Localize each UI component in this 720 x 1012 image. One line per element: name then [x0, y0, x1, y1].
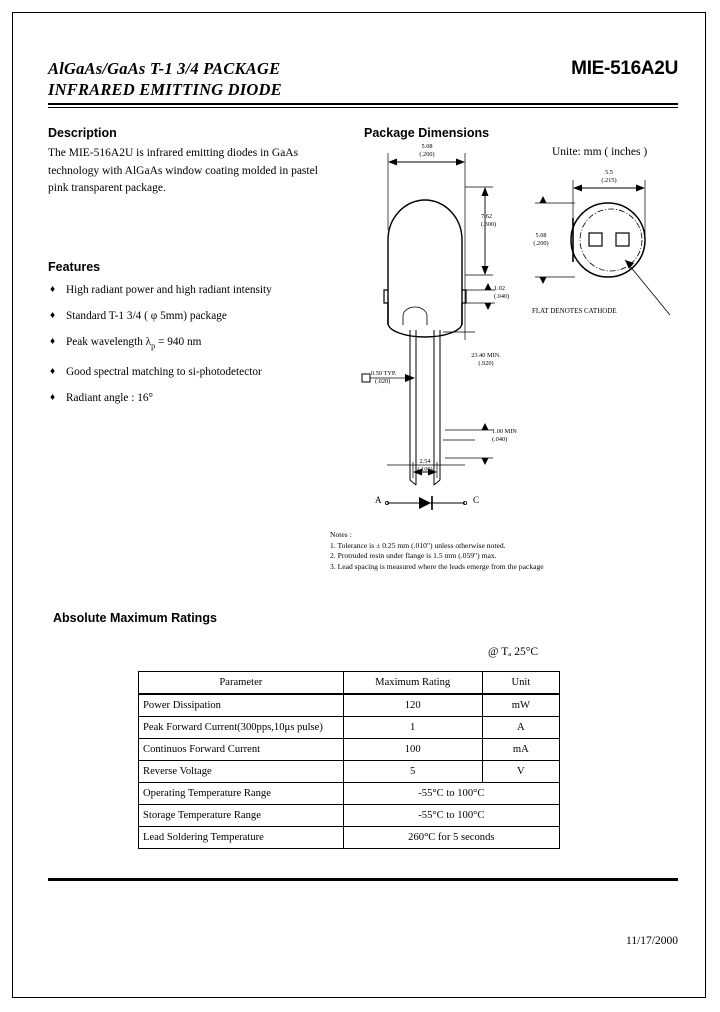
dim-label-lead-step	[492, 428, 536, 443]
dim-value-mm: 2.54	[419, 458, 431, 465]
feature-item	[48, 309, 348, 323]
lead-cathode-tip	[434, 480, 440, 485]
dim-value-mm: 1.00 MIN	[492, 428, 517, 435]
dim-label-dome-height	[481, 213, 521, 228]
feature-text: Good spectral matching to si-photodetector	[66, 366, 262, 379]
topview-lead-pad-right	[616, 233, 629, 246]
led-die-cup	[403, 307, 427, 325]
arrow-dome-top	[482, 187, 489, 196]
part-number: MIE-516A2U	[571, 58, 678, 79]
dim-label-lead-width	[371, 370, 417, 385]
note-item: 3. Lead spacing is measured where the leads emerge from the package	[330, 561, 544, 571]
dim-value-in: (.215)	[601, 176, 617, 184]
dim-label-lead-length	[458, 352, 514, 367]
table-row	[139, 827, 560, 849]
cell-unit: mW	[482, 694, 559, 717]
feature-item	[48, 283, 348, 297]
dim-value-in: (.020)	[375, 377, 391, 385]
dim-label-topview-height	[521, 232, 561, 247]
cell-parameter: Continuos Forward Current	[139, 739, 344, 761]
cathode-label: C	[473, 495, 480, 505]
bullet-icon: ♦	[50, 336, 56, 347]
feature-text: High radiant power and high radiant intensity	[66, 284, 272, 296]
dim-value-in: (.040)	[494, 292, 510, 300]
features-list	[48, 283, 348, 405]
lead-anode-tip	[410, 480, 416, 485]
anode-label: A	[375, 495, 382, 505]
dim-value-in: (.920)	[478, 359, 494, 367]
feature-text: Radiant angle : 16°	[66, 392, 154, 405]
dim-value-in: (.200)	[533, 239, 549, 247]
dim-value-mm: 5.08	[421, 143, 433, 150]
dim-value-mm: 7.62	[481, 213, 493, 220]
topview-lead-pad-left	[589, 233, 602, 246]
led-dome-outline	[388, 200, 462, 325]
bullet-icon: ♦	[50, 392, 56, 404]
ratings-table	[138, 671, 560, 849]
arrow-min-bottom	[482, 458, 489, 465]
footer-date: 11/17/2000	[626, 935, 678, 947]
header-title-block	[48, 58, 282, 100]
dim-label-topview-width	[587, 169, 631, 184]
package-drawing	[325, 140, 695, 530]
header-divider	[48, 103, 678, 108]
dim-label-lead-pitch	[403, 458, 447, 473]
feature-text-suffix: = 940 nm	[155, 336, 202, 348]
notes-title: Notes :	[330, 530, 352, 539]
feature-text-prefix: Peak wavelength λ	[66, 336, 152, 348]
units-label: Unite: mm ( inches )	[552, 146, 648, 158]
table-row	[139, 694, 560, 717]
leader-line-flat-note	[625, 260, 670, 315]
dim-value-mm: 1.02	[494, 285, 506, 292]
arrow-tv-width-left	[573, 185, 582, 192]
column-header-parameter: Parameter	[139, 672, 344, 695]
footer-divider	[48, 878, 678, 881]
dim-label-top-width	[403, 143, 451, 158]
cell-parameter: Lead Soldering Temperature	[139, 827, 344, 849]
dim-value-in: (.040)	[492, 435, 508, 443]
bullet-icon: ♦	[50, 366, 56, 378]
table-row	[139, 805, 560, 827]
document-header	[48, 58, 678, 108]
cell-rating: 120	[343, 694, 482, 717]
features-section	[48, 260, 348, 417]
package-dimensions-heading: Package Dimensions	[364, 126, 490, 140]
cell-parameter: Peak Forward Current(300pps,10μs pulse)	[139, 717, 344, 739]
table-header-row	[139, 672, 560, 695]
table-row	[139, 761, 560, 783]
ratings-heading: Absolute Maximum Ratings	[53, 611, 217, 625]
arrow-right-top-width	[456, 159, 465, 166]
arrow-tv-width-right	[636, 185, 645, 192]
dim-value-in: (.300)	[481, 220, 497, 228]
feature-item	[48, 365, 348, 379]
arrow-flange-bottom	[485, 303, 492, 310]
cell-rating: 5	[343, 761, 482, 783]
arrow-tv-height-top	[540, 196, 547, 203]
dim-value-mm: 23.40 MIN.	[471, 352, 501, 359]
feature-item	[48, 391, 348, 405]
arrow-left-top-width	[388, 159, 397, 166]
arrow-flange-top	[485, 283, 492, 290]
column-header-unit: Unit	[482, 672, 559, 695]
cell-rating: -55°C to 100°C	[343, 805, 559, 827]
note-item: 2. Protruded resin under flange is 1.5 mm (.059") max.	[330, 551, 497, 560]
arrow-dome-bottom	[482, 266, 489, 275]
flat-denotes-cathode-note: FLAT DENOTES CATHODE	[532, 307, 617, 315]
cell-parameter: Storage Temperature Range	[139, 805, 344, 827]
cell-parameter: Reverse Voltage	[139, 761, 344, 783]
cell-rating: 260°C for 5 seconds	[343, 827, 559, 849]
cell-unit: V	[482, 761, 559, 783]
feature-item	[48, 335, 348, 353]
dim-label-flange	[494, 285, 534, 300]
cell-rating: -55°C to 100°C	[343, 783, 559, 805]
cell-parameter: Operating Temperature Range	[139, 783, 344, 805]
table-row	[139, 717, 560, 739]
description-body: The MIE-516A2U is infrared emitting diodes in GaAs technology with AlGaAs window coating molded in pastel pink transparent package.	[48, 147, 318, 194]
note-item: 1. Tolerance is ± 0.25 mm (.010") unless otherwise noted.	[330, 540, 506, 550]
bullet-icon: ♦	[50, 284, 56, 295]
column-header-rating: Maximum Rating	[343, 672, 482, 695]
title-line-2: INFRARED EMITTING DIODE	[48, 80, 282, 99]
cell-parameter: Power Dissipation	[139, 694, 344, 717]
dim-value-in: (.200)	[419, 150, 435, 158]
dim-value-mm: 5.5	[605, 169, 613, 176]
title-line-1: AlGaAs/GaAs T-1 3/4 PACKAGE	[48, 59, 281, 78]
topview-body-circle	[571, 203, 645, 277]
drawing-notes	[330, 530, 630, 572]
feature-text-subscript: p	[151, 341, 156, 351]
dim-value-mm: 5.08	[535, 232, 547, 239]
flatness-symbol-box	[362, 374, 370, 382]
dim-value-mm: 0.50 TYP.	[371, 370, 397, 377]
dim-value-in: (.100)	[417, 465, 433, 473]
description-section	[48, 126, 328, 198]
package-drawing-svg	[325, 140, 695, 530]
table-row	[139, 739, 560, 761]
feature-text: Standard T-1 3/4 ( φ 5mm) package	[66, 310, 227, 322]
arrow-min-top	[482, 423, 489, 430]
cell-rating: 100	[343, 739, 482, 761]
features-heading: Features	[48, 260, 101, 274]
cell-rating: 1	[343, 717, 482, 739]
table-row	[139, 783, 560, 805]
ratings-condition: @ Tₐ 25°C	[488, 646, 539, 658]
diode-symbol-triangle	[419, 497, 431, 509]
arrow-tv-height-bottom	[540, 277, 547, 284]
cell-unit: mA	[482, 739, 559, 761]
bullet-icon: ♦	[50, 310, 56, 321]
cell-unit: A	[482, 717, 559, 739]
description-heading: Description	[48, 126, 117, 140]
